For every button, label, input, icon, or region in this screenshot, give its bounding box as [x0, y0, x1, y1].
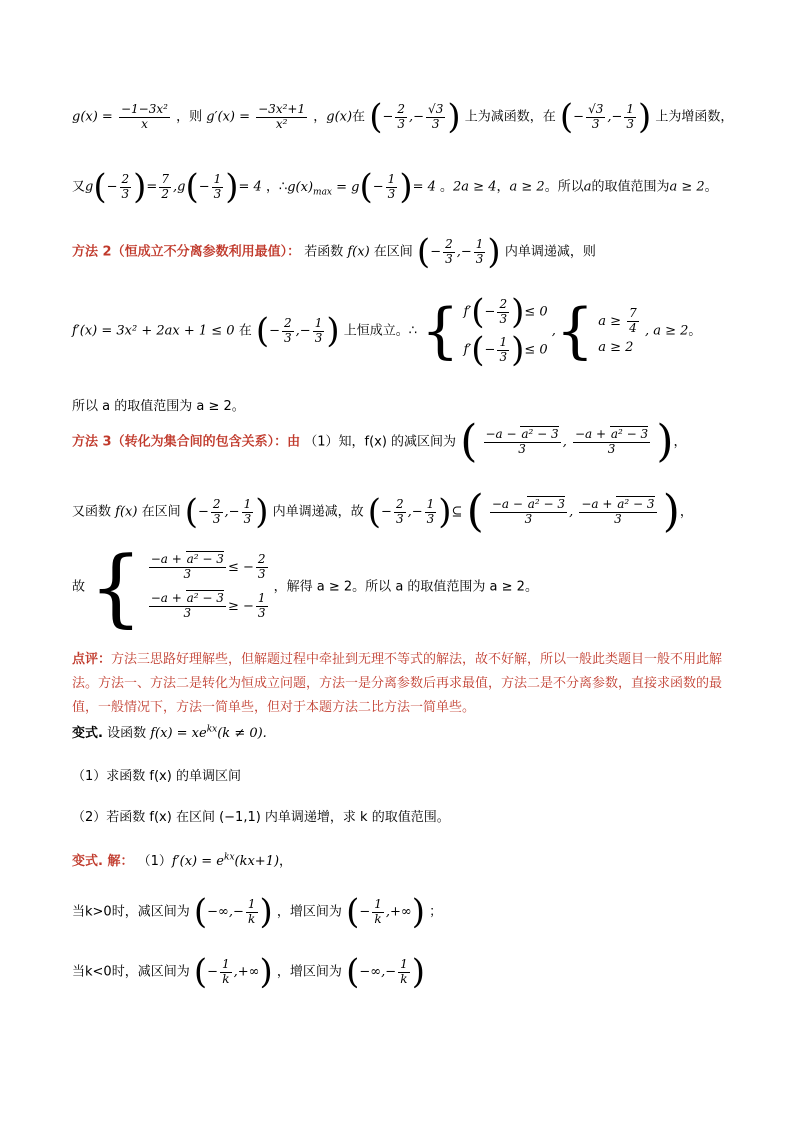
comment-paragraph: 点评：方法三思路好理解些，但解题过程中牵扯到无理不等式的解法，故不好解，所以一般此类题目一般不用此解法。方法一、方法二是转化为恒成立问题，方法一是分离参数后再求最值，方法二是不分离参数，直接求函数的最值，一般情况下，方法一简单些，但对于本题方法二比方法一简单些。	[72, 652, 723, 715]
method2-result: 所以 a 的取值范围为 a ≥ 2。	[72, 399, 245, 414]
variant-statement: 变式. 设函数 $f(x) = xe^{kx}(k \ne 0)$.	[72, 724, 267, 741]
question-2: （2）若函数 f(x) 在区间 (−1,1) 内单调递增，求 k 的取值范围。	[72, 810, 450, 825]
method2-heading: 方法 2（恒成立不分离参数利用最值）： 若函数 f(x) 在区间 (− $\frac{2}{3}$ ,− $\frac{1}{3}$ ) 内单调递减，则	[72, 232, 596, 272]
line-g-derivative: g(x) = $\frac{\text{−1−3x²}}{x}$ ，则 g′(x) = $\frac{\text{−3x²+1}}{\text{x²}}$ ，g(x)在 (− $\frac{2}{3}$ ,− $\frac{√3}{3}$ ) 上为减函数，在 (− $\frac{√3}{3}$ ,− $\frac{1}{3}$ ) 上为增函数，	[72, 97, 734, 137]
solution-k-negative: 当k<0时，减区间为 (− $\frac{1}{k}$ ,+∞) ，增区间为 (−∞,− $\frac{1}{k}$ )	[72, 952, 425, 992]
solution-derivative: 变式. 解： $(1)f'(x) = e^{kx}(kx+1)$，	[72, 852, 293, 869]
method2-inequality: f′(x) = 3x² + 2ax + 1 ≤ 0 在 (− $\frac{2}{3}$ ,− $\frac{1}{3}$ ) 上恒成立。∴ { f′(− $\frac{2}{3}$ )≤ 0 f′(− $\frac{1}{3}$ )≤ 0 ,{ a ≥ $\frac{7}{4}$ a ≥ 2 , a ≥ 2。	[72, 292, 702, 370]
method3-heading: 方法 3（转化为集合间的包含关系）：由 （1）知，f(x) 的减区间为 ( $\frac{\text{−a − a² − 3}}{3}$ , $\frac{\text{−a + a² − 3}}{3}$ )，	[72, 416, 687, 467]
line-g-values: 又g(− $\frac{2}{3}$ )= $\frac{7}{2}$ ,g(− $\frac{1}{3}$ )= 4 ，$\therefore g(x)_{max} = g(-$ $\frac{1}{3}$ )= 4 。2a ≥ 4，a ≥ 2。所以a的取值范围为a ≥ 2。	[72, 167, 718, 207]
question-1: （1）求函数 f(x) 的单调区间	[72, 769, 241, 784]
method3-system: 故 { $\frac{\text{−a + a² − 3}}{3}$ ≤ − $\frac{2}{3}$ $\frac{\text{−a + a² − 3}}{3}$ ≥ − $\frac{1}{3}$ ，解得 a ≥ 2。所以 a 的取值范围为 a ≥ 2。	[72, 538, 538, 636]
solution-k-positive: 当k>0时，减区间为 (−∞,− $\frac{1}{k}$ ) ，增区间为 (− $\frac{1}{k}$ ,+∞) ；	[72, 892, 443, 932]
method3-line: 又函数 f(x) 在区间 (− $\frac{2}{3}$ ,− $\frac{1}{3}$ ) 内单调递减，故 (− $\frac{2}{3}$ ,− $\frac{1}{3}$ )⊆ ( $\frac{\text{−a − a² − 3}}{3}$ , $\frac{\text{−a + a² − 3}}{3}$ )，	[72, 486, 693, 537]
